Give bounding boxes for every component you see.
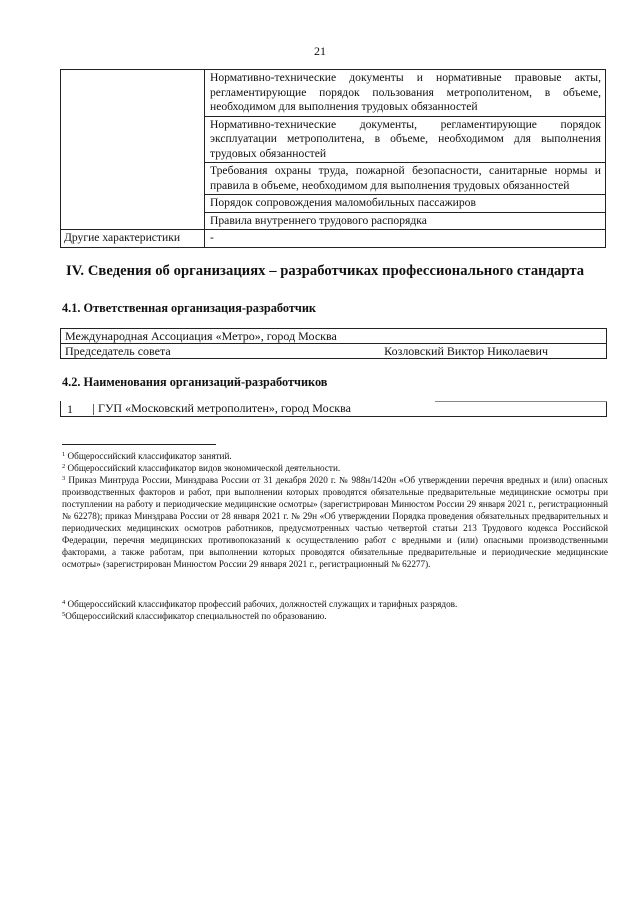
requirement-item: Правила внутреннего трудового распорядка bbox=[205, 212, 606, 230]
footnote-text: Общероссийский классификатор занятий. bbox=[67, 451, 232, 461]
requirements-table bbox=[60, 69, 606, 248]
row-border bbox=[435, 401, 607, 402]
developer-org-number: 1 bbox=[67, 402, 73, 416]
requirement-item: Нормативно-технические документы, регламентирующие порядок эксплуатации метрополитена, в объеме, необходимом для выполнения трудовых обязанностей bbox=[205, 116, 606, 163]
row-border bbox=[606, 401, 607, 416]
footnote bbox=[62, 462, 608, 474]
subsection-title-developers: 4.2. Наименования организаций-разработчиков bbox=[62, 375, 328, 389]
page-number: 21 bbox=[314, 44, 326, 58]
developer-org-name: ГУП «Московский метрополитен», город Москва bbox=[98, 401, 351, 415]
other-characteristics-value: - bbox=[205, 230, 606, 248]
footnote-mark: 4 bbox=[62, 599, 66, 606]
responsible-position: Председатель совета bbox=[61, 344, 244, 359]
footnote-text: Общероссийский классификатор специальностей по образованию. bbox=[65, 611, 327, 621]
footnote bbox=[62, 474, 608, 570]
section-title: IV. Сведения об организациях – разработчиках профессионального стандарта bbox=[66, 263, 585, 279]
footnote-mark: 5 bbox=[62, 611, 66, 618]
responsible-org-name: Международная Ассоциация «Метро», город Москва bbox=[61, 329, 607, 344]
footnote bbox=[62, 450, 608, 462]
requirement-item: Нормативно-технические документы и нормативные правовые акты, регламентирующие порядок пользования метрополитеном, в объеме, необходимом для выполнения трудовых обязанностей bbox=[205, 70, 606, 117]
footnote-separator bbox=[62, 444, 216, 445]
footnote-text: Общероссийский классификатор профессий рабочих, должностей служащих и тарифных разрядов. bbox=[67, 599, 458, 609]
footnote bbox=[62, 610, 608, 622]
row-border bbox=[60, 401, 61, 416]
footnote-mark: 1 bbox=[62, 451, 66, 458]
row-border bbox=[60, 416, 607, 417]
footnote bbox=[62, 598, 608, 610]
footnote-text: Приказ Минтруда России, Минздрава России от 31 декабря 2020 г. № 988н/1420н «Об утверждении перечня вредных и (или) опасных производственных факторов и работ, при выполнении которых проводятся обязательные предварительные медицинские осмотры при поступлении на работу и периодические медицинские осмотры» (зарегистрирован Минюстом России 29 января 2021 г., регистрационный № 62278); приказ Минздрава России от 28 января 2021 г. № 29н «Об утверждении Порядка проведения обязательных предварительных и периодических медицинских осмотров работников, предусмотренных частью четвертой статьи 213 Трудового кодекса Российской Федерации, перечня медицинских противопоказаний к осуществлению работ с вредными и (или) опасными производственными факторами, а также работам, при выполнении которых проводятся обязательные предварительные и периодические медицинские осмотры» (зарегистрирован Минюстом России 29 января 2021 г., регистрационный № 62277). bbox=[62, 475, 609, 569]
other-characteristics-label: Другие характеристики bbox=[61, 230, 205, 248]
responsible-person: Козловский Виктор Николаевич bbox=[244, 344, 607, 359]
cell-divider bbox=[93, 404, 94, 415]
requirement-item: Порядок сопровождения маломобильных пассажиров bbox=[205, 195, 606, 213]
requirements-label-cell bbox=[61, 70, 205, 230]
footnote-text: Общероссийский классификатор видов экономической деятельности. bbox=[67, 463, 341, 473]
footnote-mark: 3 bbox=[62, 475, 66, 482]
developer-org-row bbox=[60, 401, 607, 416]
footnote-mark: 2 bbox=[62, 463, 66, 470]
requirement-item: Требования охраны труда, пожарной безопасности, санитарные нормы и правила в объеме, необходимом для выполнения трудовых обязанностей bbox=[205, 163, 606, 195]
responsible-org-table bbox=[60, 328, 607, 359]
subsection-title-responsible: 4.1. Ответственная организация-разработчик bbox=[62, 301, 316, 315]
